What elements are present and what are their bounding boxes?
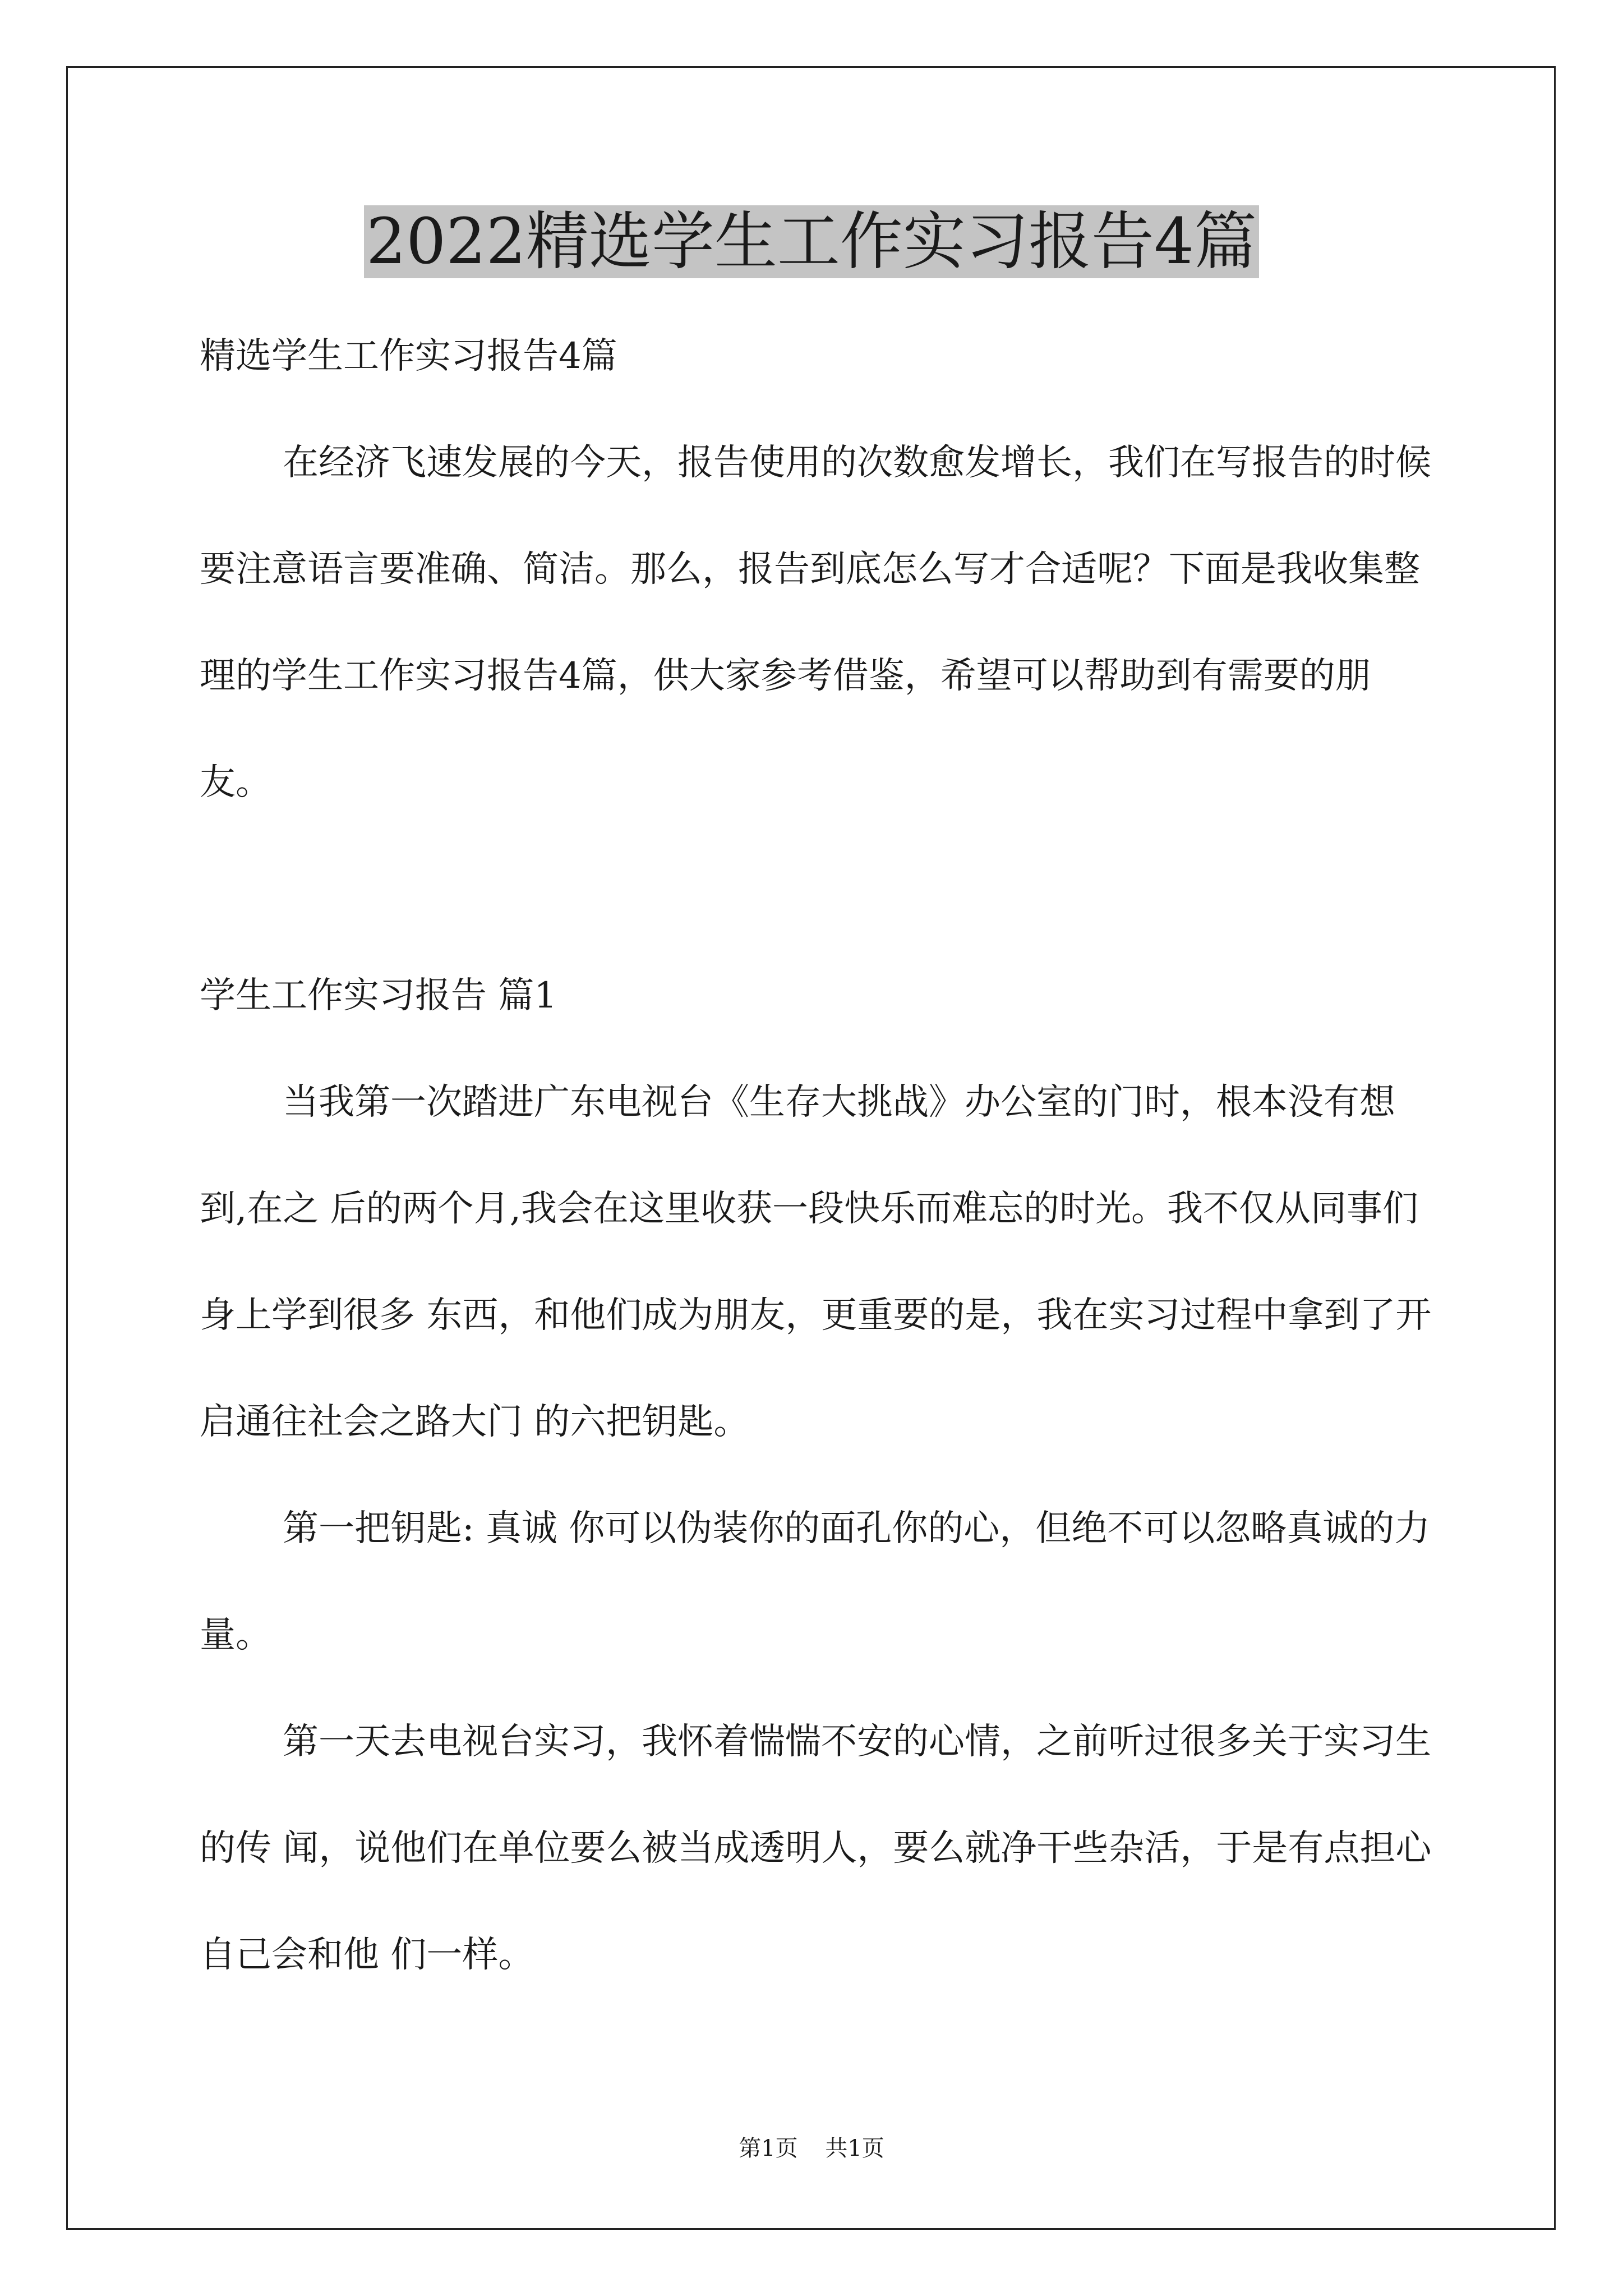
page-total: 共1页 xyxy=(825,2136,884,2161)
section-heading: 学生工作实习报告 篇1 xyxy=(200,975,557,1016)
document-title-text: 2022精选学生工作实习报告4篇 xyxy=(364,205,1259,278)
document-title xyxy=(0,200,1623,284)
page-number: 第1页 xyxy=(739,2136,798,2161)
body-paragraph: 第一天去电视台实习，我怀着惴惴不安的心情，之前听过很多关于实习生的传 闻，说他们在单位要么被当成透明人，要么就净干些杂活，于是有点担心自己会和他 们一样。 xyxy=(200,1721,1432,1976)
document-body xyxy=(200,303,1433,2008)
body-paragraph: 第一把钥匙: 真诚 你可以伪装你的面孔你的心，但绝不可以忽略真诚的力量。 xyxy=(200,1508,1431,1656)
section-spacer xyxy=(200,836,1433,942)
intro-paragraph: 在经济飞速发展的今天，报告使用的次数愈发增长，我们在写报告的时候要注意语言要准确、简洁。那么，报告到底怎么写才合适呢？下面是我收集整理的学生工作实习报告4篇，供大家参考借鉴，希望可以帮助到有需要的朋友。 xyxy=(200,442,1431,803)
document-subtitle: 精选学生工作实习报告4篇 xyxy=(200,335,617,377)
page-footer xyxy=(0,2132,1623,2165)
body-paragraph: 当我第一次踏进广东电视台《生存大挑战》办公室的门时，根本没有想到,在之 后的两个月,我会在这里收获一段快乐而难忘的时光。我不仅从同事们身上学到很多 东西，和他们成为朋友，更重要的是，我在实习过程中拿到了开启通往社会之路大门 的六把钥匙。 xyxy=(200,1082,1432,1443)
